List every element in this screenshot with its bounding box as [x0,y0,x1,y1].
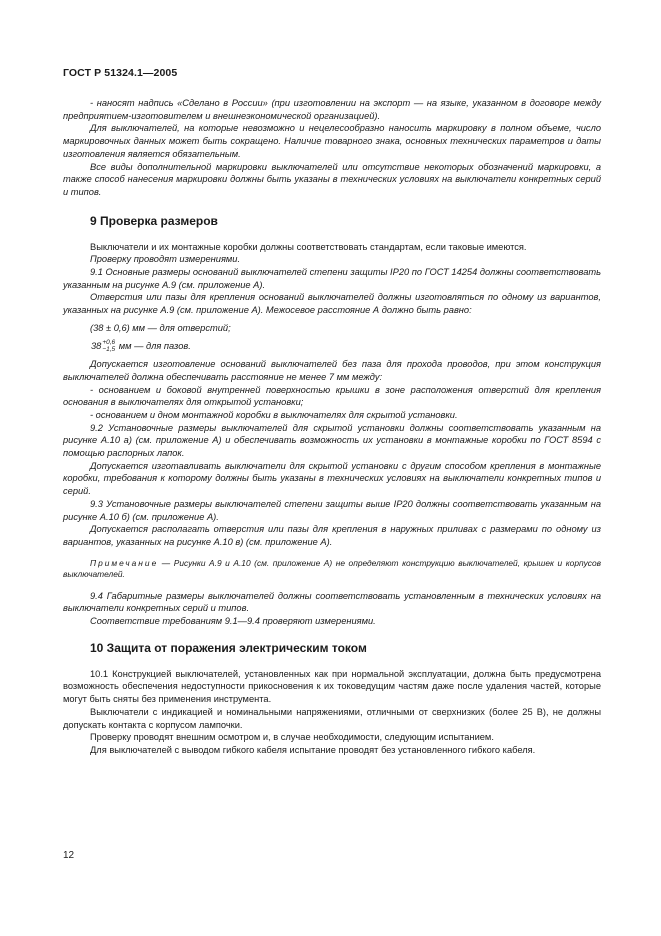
document-code: ГОСТ Р 51324.1—2005 [63,67,178,79]
paragraph: Допускается располагать отверстия или пазы для крепления в наружных приливах с размерами по одному из вариантов, указанных на рисунке А.10 в) (см. приложение А). [63,524,601,547]
paragraph: - наносят надпись «Сделано в России» (при изготовлении на экспорт — на языке, указанном в договоре между предприятием-изготовителем и внешнеэкономической организацией). [63,98,601,121]
formula-holes: (38 ± 0,6) мм — для отверстий; [90,322,231,333]
formula-tail: мм — для пазов. [118,340,191,351]
paragraph: Соответствие требованиям 9.1—9.4 проверяют измерениями. [90,616,376,627]
formula-slots [63,339,601,354]
note-label: Примечание [90,557,159,568]
paragraph: 9.3 Установочные размеры выключателей степени защиты выше IP20 должны соответствовать указанным на рисунке А.10 б) (см. приложение А). [63,498,601,522]
paragraph: Выключатели с индикацией и номинальными напряжениями, отличными от сверхнизких (более 25 В), не должны допускать контакта с корпусом лампочки. [63,706,601,730]
paragraph: Отверстия или пазы для крепления оснований выключателей должны изготовляться по одному из вариантов, указанных на рисунке А.9 (см. приложение А). Межосевое расстояние А должно быть равно: [63,292,601,316]
page-content [63,97,601,757]
paragraph: 10.1 Конструкцией выключателей, установленных как при нормальной эксплуатации, должна быть предусмотрена возможность обеспечения недоступности прикосновения к их токоведущим частям даже после удаления частей, которые могут быть сняты без применения инструмента. [63,668,601,705]
paragraph: - основанием и дном монтажной коробки в выключателях для скрытой установки. [90,409,458,420]
page-number: 12 [63,850,75,861]
note-text: — Рисунки А.9 и А.10 (см. приложение А) не определяют конструкцию выключателей, крышек и корпусов выключателей. [63,557,602,580]
paragraph: Все виды дополнительной маркировки выключателей или отсутствие некоторых обозначений маркировки, а также способ нанесения маркировки должны быть указаны в технических условиях на выключатели конкретных серий и типов. [63,161,601,197]
tolerance-upper: +0,6 [102,339,116,347]
section-heading-9: 9 Проверка размеров [90,213,218,228]
paragraph: Для выключателей, на которые невозможно и нецелесообразно наносить маркировку в полном объеме, число маркировочных данных может быть сокращено. Наличие товарного знака, основных технических параметров и даты изготовления является обязательным. [63,123,601,159]
paragraph: 9.2 Установочные размеры выключателей для скрытой установки должны соответствовать указанным на рисунке А.10 а) (см. приложение А) и обеспечивать возможность их установки в монтажные коробки по ГОСТ 8594 с помощью распорных лапок. [63,422,601,459]
paragraph: 9.4 Габаритные размеры выключателей должны соответствовать установленным в технических условиях на выключатели конкретных серий и типов. [63,590,601,614]
paragraph: Для выключателей с выводом гибкого кабеля испытание проводят без установленного гибкого кабеля. [90,744,536,755]
tolerance-lower: −1,5 [102,346,116,354]
formula-base: 38 [91,340,102,351]
tolerance [102,339,115,353]
paragraph: Выключатели и их монтажные коробки должны соответствовать стандартам, если таковые имеются. [90,241,527,252]
paragraph: Проверку проводят внешним осмотром и, в случае необходимости, следующим испытанием. [90,732,494,743]
section-heading-10: 10 Защита от поражения электрическим током [90,640,367,655]
paragraph: 9.1 Основные размеры оснований выключателей степени защиты IP20 по ГОСТ 14254 должны соответствовать указанным на рисунке А.9 (см. приложение А). [63,267,601,290]
paragraph: - основанием и боковой внутренней поверхностью крышки в зоне расположения отверстий для крепления основания в выключателях для открытой установки; [63,384,601,408]
paragraph: Допускается изготовление оснований выключателей без паза для прохода проводов, при этом конструкция выключателей должна обеспечивать расстояние не менее 7 мм между: [63,359,601,382]
paragraph: Проверку проводят измерениями. [90,254,241,265]
paragraph: Допускается изготавливать выключатели для скрытой установки с другим способом крепления в монтажные коробки, требования к которому должны быть указаны в технических условиях на выключатели конкретных типов и серий. [63,460,601,497]
note [63,558,601,581]
